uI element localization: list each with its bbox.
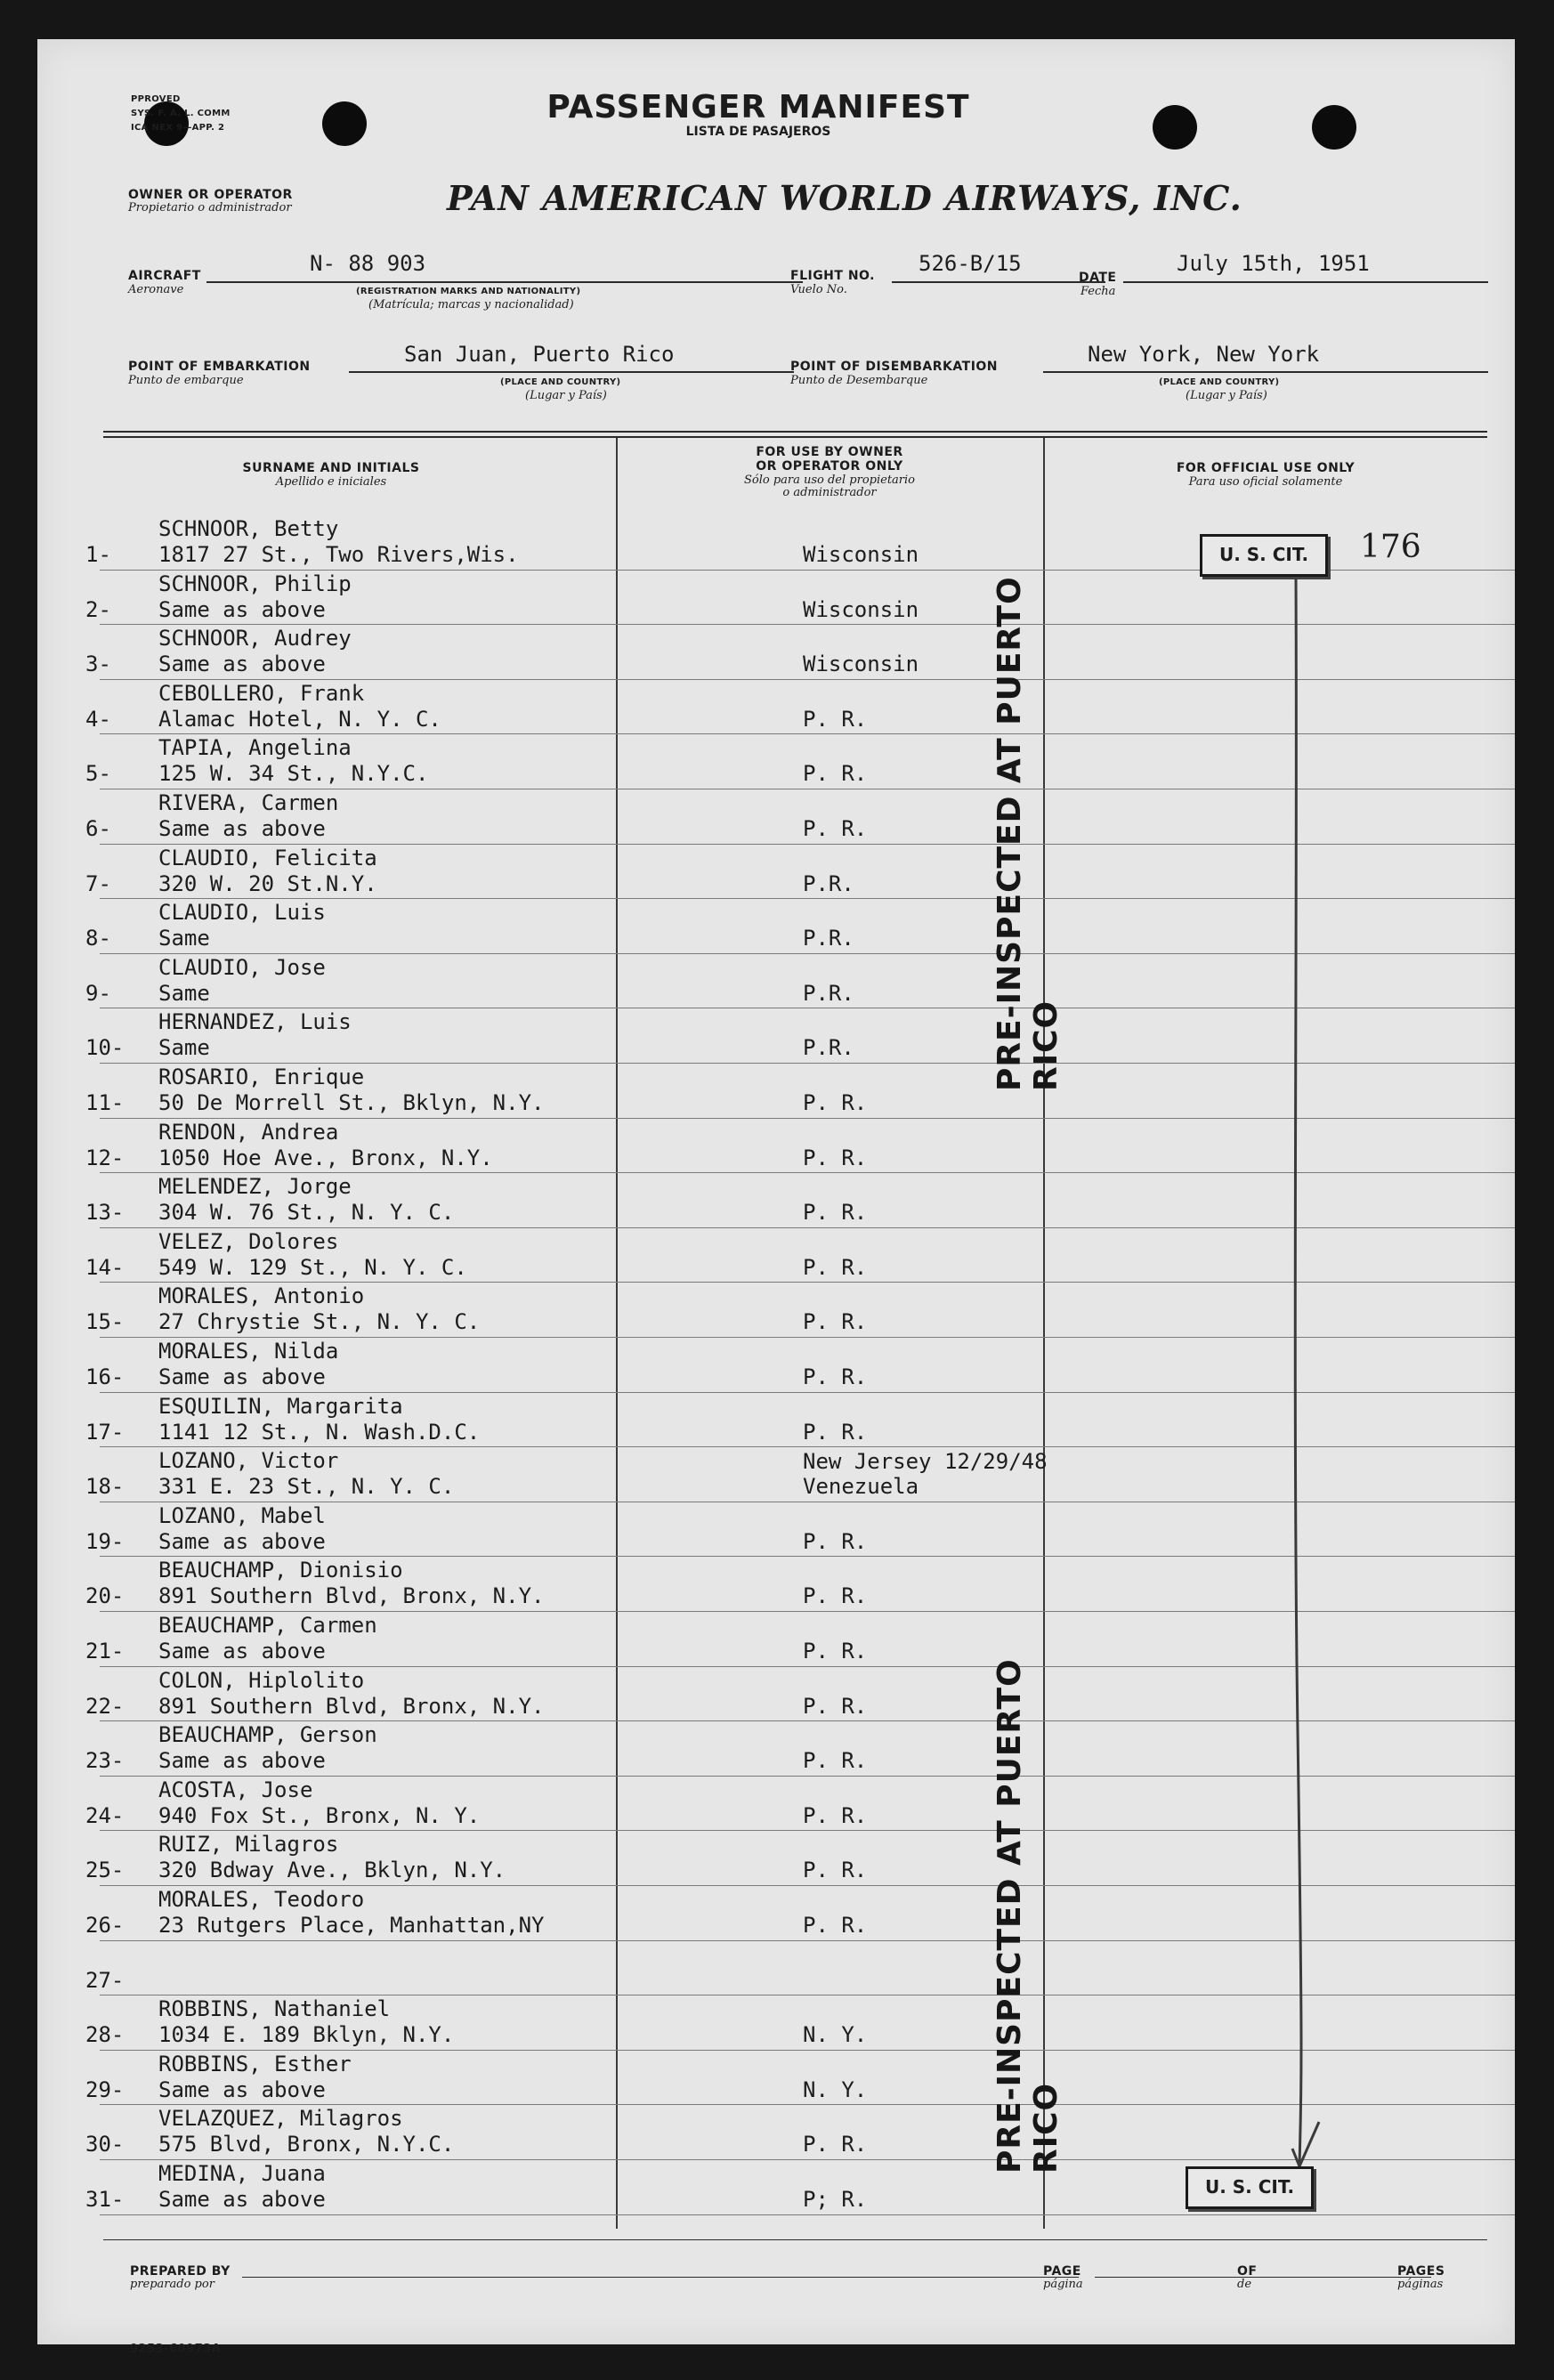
passenger-name: CLAUDIO, Jose	[158, 954, 326, 980]
flight-value: 526-B/15	[919, 251, 1022, 276]
column-header-owner-es-2: o administrador	[782, 486, 877, 499]
passenger-name: TAPIA, Angelina	[158, 735, 352, 761]
column-header-owner-1: FOR USE BY OWNER	[756, 445, 903, 459]
disembark-place-caption-es: (Lugar y País)	[1186, 389, 1267, 402]
row-number: 7-	[85, 870, 111, 896]
pages-label-es: páginas	[1397, 2278, 1444, 2291]
disembark-value: New York, New York	[1088, 342, 1320, 367]
passenger-name: SCHNOOR, Betty	[158, 516, 339, 541]
passenger-name: BEAUCHAMP, Carmen	[158, 1613, 377, 1638]
date-underline	[1123, 281, 1488, 283]
passenger-address: 27 Chrystie St., N. Y. C.	[158, 1309, 481, 1335]
owner-label: OWNER OR OPERATOR	[128, 188, 293, 202]
row-number: 23-	[85, 1748, 125, 1774]
approved-line-2: SYS. F. A. L. COMM	[131, 109, 231, 118]
pre-inspected-stamp-upper: PRE-INSPECTED AT PUERTO RICO	[991, 576, 1064, 1091]
official-count: 176	[1360, 529, 1421, 565]
row-number: 30-	[85, 2132, 125, 2157]
passenger-name: COLON, Hiplolito	[158, 1667, 365, 1693]
punch-hole-right-2	[1312, 105, 1356, 150]
passenger-address: 1817 27 St., Two Rivers,Wis.	[158, 542, 519, 567]
row-number: 20-	[85, 1583, 125, 1609]
disembark-label: POINT OF DISEMBARKATION	[790, 360, 999, 374]
row-number: 4-	[85, 706, 111, 732]
passenger-address: 320 W. 20 St.N.Y.	[158, 870, 377, 896]
disembark-underline	[1043, 371, 1488, 373]
row-number: 29-	[85, 2076, 125, 2102]
passenger-address: Same	[158, 980, 210, 1006]
passenger-origin: P. R.	[803, 1364, 868, 1389]
passenger-name: BEAUCHAMP, Dionisio	[158, 1558, 403, 1583]
passenger-origin: New Jersey 12/29/48	[803, 1449, 1048, 1475]
passenger-origin: N. Y.	[803, 2022, 868, 2048]
passenger-origin: P.R.	[803, 980, 854, 1006]
passenger-origin: P. R.	[803, 1693, 868, 1719]
passenger-address: 891 Southern Blvd, Bronx, N.Y.	[158, 1693, 545, 1719]
passenger-origin-line-2: Venezuela	[803, 1474, 919, 1500]
passenger-origin: P. R.	[803, 1748, 868, 1774]
passenger-name: HERNANDEZ, Luis	[158, 1009, 352, 1035]
row-number: 10-	[85, 1035, 125, 1061]
table-top-rule-2	[103, 436, 1487, 438]
passenger-name: ROBBINS, Nathaniel	[158, 1996, 391, 2022]
row-number: 21-	[85, 1639, 125, 1664]
passenger-address: 320 Bdway Ave., Bklyn, N.Y.	[158, 1858, 506, 1883]
column-divider-1	[616, 438, 618, 2229]
row-number: 13-	[85, 1200, 125, 1226]
passenger-origin: Wisconsin	[803, 652, 919, 677]
passenger-name: ACOSTA, Jose	[158, 1777, 313, 1802]
passenger-origin: P. R.	[803, 1309, 868, 1335]
column-header-official: FOR OFFICIAL USE ONLY	[1176, 461, 1356, 475]
passenger-address: 1141 12 St., N. Wash.D.C.	[158, 1419, 481, 1445]
row-number: 14-	[85, 1254, 125, 1280]
passenger-origin: P. R.	[803, 1583, 868, 1609]
passenger-address: Same as above	[158, 1748, 326, 1774]
aircraft-value: N- 88 903	[310, 251, 426, 276]
passenger-address: Same as above	[158, 1364, 326, 1389]
approved-line-3: ICA NEX 9—APP. 2	[131, 123, 225, 133]
prepared-by-underline	[242, 2277, 1079, 2278]
row-number: 27-	[85, 1967, 125, 1993]
footer-rule	[103, 2239, 1487, 2240]
row-number: 31-	[85, 2187, 125, 2212]
passenger-address: Same as above	[158, 1639, 326, 1664]
table-top-rule-1	[103, 431, 1487, 433]
passenger-name: RUIZ, Milagros	[158, 1832, 339, 1858]
passenger-address: 1034 E. 189 Bklyn, N.Y.	[158, 2022, 455, 2048]
page-title: PASSENGER MANIFEST	[546, 89, 970, 125]
passenger-origin: P.R.	[803, 1035, 854, 1061]
passenger-origin: P. R.	[803, 761, 868, 787]
passenger-origin: P.R.	[803, 926, 854, 951]
page-label: PAGE	[1043, 2264, 1081, 2279]
passenger-address: 304 W. 76 St., N. Y. C.	[158, 1200, 455, 1226]
passenger-origin: Wisconsin	[803, 596, 919, 622]
flight-underline	[892, 281, 1105, 283]
passenger-address: Same as above	[158, 816, 326, 841]
passenger-address: 575 Blvd, Bronx, N.Y.C.	[158, 2132, 455, 2157]
passenger-name: LOZANO, Victor	[158, 1448, 339, 1474]
passenger-origin: P. R.	[803, 1254, 868, 1280]
passenger-address: 125 W. 34 St., N.Y.C.	[158, 761, 429, 787]
passenger-address: 549 W. 129 St., N. Y. C.	[158, 1254, 467, 1280]
passenger-address: Same as above	[158, 2076, 326, 2102]
passenger-origin: P. R.	[803, 1528, 868, 1554]
of-label-es: de	[1237, 2278, 1252, 2291]
row-number: 11-	[85, 1090, 125, 1115]
passenger-origin: P. R.	[803, 1858, 868, 1883]
aircraft-label: AIRCRAFT	[128, 269, 201, 283]
passenger-origin: N. Y.	[803, 2076, 868, 2102]
row-number: 18-	[85, 1474, 125, 1500]
passenger-origin: P. R.	[803, 1200, 868, 1226]
registration-caption: (REGISTRATION MARKS AND NATIONALITY)	[356, 287, 581, 296]
passenger-name: ROSARIO, Enrique	[158, 1065, 365, 1089]
us-citizen-box-top: U. S. CIT.	[1200, 534, 1328, 577]
passenger-name: SCHNOOR, Audrey	[158, 626, 352, 652]
date-label: DATE	[1079, 271, 1117, 285]
passenger-origin: Wisconsin	[803, 542, 919, 567]
date-value: July 15th, 1951	[1177, 251, 1370, 276]
passenger-name: CLAUDIO, Felicita	[158, 845, 377, 870]
punch-hole-right-1	[1153, 105, 1197, 150]
row-number: 1-	[85, 542, 111, 567]
embark-value: San Juan, Puerto Rico	[404, 342, 675, 367]
passenger-address: Alamac Hotel, N. Y. C.	[158, 706, 441, 732]
passenger-name: RIVERA, Carmen	[158, 790, 339, 815]
disembark-label-es: Punto de Desembarque	[790, 374, 928, 387]
passenger-address: Same	[158, 1035, 210, 1061]
us-citizen-box-bottom: U. S. CIT.	[1186, 2166, 1314, 2209]
passenger-name: CEBOLLERO, Frank	[158, 680, 365, 706]
passenger-origin: P. R.	[803, 1802, 868, 1828]
approved-line-1: PPROVED	[131, 94, 181, 104]
page-label-es: página	[1043, 2278, 1083, 2291]
row-number: 19-	[85, 1528, 125, 1554]
form-number: 9253-60973A	[130, 2343, 222, 2356]
official-bracket-line	[1266, 573, 1337, 2202]
prepared-by-label: PREPARED BY	[130, 2264, 231, 2279]
passenger-name: MORALES, Teodoro	[158, 1887, 365, 1912]
row-number: 5-	[85, 761, 111, 787]
registration-caption-es: (Matrícula; marcas y nacionalidad)	[368, 298, 574, 312]
passenger-address: Same as above	[158, 1528, 326, 1554]
flight-label-es: Vuelo No.	[790, 283, 847, 296]
row-number: 26-	[85, 1913, 125, 1938]
flight-label: FLIGHT NO.	[790, 269, 875, 283]
page-title-es: LISTA DE PASAJEROS	[685, 125, 831, 139]
passenger-name: MEDINA, Juana	[158, 2161, 326, 2186]
column-header-owner-es-1: Sólo para uso del propietario	[743, 474, 916, 487]
passenger-origin: P. R.	[803, 2132, 868, 2157]
passenger-name: MELENDEZ, Jorge	[158, 1174, 352, 1200]
passenger-address: 23 Rutgers Place, Manhattan,NY	[158, 1913, 545, 1938]
passenger-name: BEAUCHAMP, Gerson	[158, 1722, 377, 1748]
passenger-origin: P. R.	[803, 816, 868, 841]
embark-underline	[349, 371, 794, 373]
date-label-es: Fecha	[1081, 285, 1116, 298]
owner-label-es: Propietario o administrador	[128, 201, 292, 215]
punch-hole-mid	[322, 101, 367, 146]
row-number: 6-	[85, 816, 111, 841]
column-header-name-es: Apellido e iniciales	[275, 475, 387, 489]
passenger-address: 891 Southern Blvd, Bronx, N.Y.	[158, 1583, 545, 1609]
embark-label-es: Punto de embarque	[128, 374, 244, 387]
passenger-name: ROBBINS, Esther	[158, 2051, 352, 2076]
row-number: 9-	[85, 980, 111, 1006]
disembark-place-caption: (PLACE AND COUNTRY)	[1159, 377, 1280, 387]
passenger-name: ESQUILIN, Margarita	[158, 1393, 403, 1419]
row-rule	[100, 2214, 1515, 2215]
row-number: 17-	[85, 1419, 125, 1445]
passenger-name: MORALES, Nilda	[158, 1339, 339, 1364]
row-number: 16-	[85, 1364, 125, 1389]
pages-label: PAGES	[1397, 2264, 1445, 2279]
prepared-by-label-es: preparado por	[130, 2278, 214, 2291]
passenger-address: Same as above	[158, 652, 326, 677]
column-header-name: SURNAME AND INITIALS	[242, 461, 420, 475]
embark-place-caption: (PLACE AND COUNTRY)	[500, 377, 621, 387]
of-label: OF	[1237, 2264, 1258, 2279]
passenger-origin: P; R.	[803, 2187, 868, 2212]
manifest-sheet	[37, 39, 1515, 2356]
row-number: 2-	[85, 596, 111, 622]
passenger-address: Same as above	[158, 596, 326, 622]
passenger-origin: P. R.	[803, 1090, 868, 1115]
column-header-official-es: Para uso oficial solamente	[1188, 475, 1343, 489]
passenger-address: 1050 Hoe Ave., Bronx, N.Y.	[158, 1145, 493, 1170]
passenger-name: MORALES, Antonio	[158, 1283, 365, 1309]
row-number: 8-	[85, 926, 111, 951]
row-number: 15-	[85, 1309, 125, 1335]
passenger-name: LOZANO, Mabel	[158, 1502, 326, 1528]
column-header-owner-2: OR OPERATOR ONLY	[756, 459, 903, 474]
row-number: 25-	[85, 1858, 125, 1883]
passenger-name: SCHNOOR, Philip	[158, 571, 352, 596]
passenger-origin: P. R.	[803, 1913, 868, 1938]
aircraft-label-es: Aeronave	[128, 283, 184, 296]
passenger-name: RENDON, Andrea	[158, 1119, 339, 1145]
pre-inspected-stamp-lower: PRE-INSPECTED AT PUERTO RICO	[991, 1658, 1064, 2174]
passenger-origin: P. R.	[803, 1145, 868, 1170]
row-number: 28-	[85, 2022, 125, 2048]
passenger-address: Same as above	[158, 2187, 326, 2212]
embark-label: POINT OF EMBARKATION	[128, 360, 311, 374]
row-number: 12-	[85, 1145, 125, 1170]
passenger-name: VELAZQUEZ, Milagros	[158, 2106, 403, 2132]
passenger-origin: P. R.	[803, 1419, 868, 1445]
passenger-name: CLAUDIO, Luis	[158, 900, 326, 926]
passenger-name: VELEZ, Dolores	[158, 1228, 339, 1254]
row-number: 24-	[85, 1802, 125, 1828]
passenger-address: 331 E. 23 St., N. Y. C.	[158, 1474, 455, 1500]
passenger-address: 50 De Morrell St., Bklyn, N.Y.	[158, 1090, 545, 1115]
passenger-origin: P. R.	[803, 1639, 868, 1664]
passenger-origin: P. R.	[803, 706, 868, 732]
aircraft-underline	[206, 281, 803, 283]
passenger-address: 940 Fox St., Bronx, N. Y.	[158, 1802, 481, 1828]
owner-value: PAN AMERICAN WORLD AIRWAYS, INC.	[447, 178, 1242, 218]
passenger-origin: P.R.	[803, 870, 854, 896]
row-number: 22-	[85, 1693, 125, 1719]
row-number: 3-	[85, 652, 111, 677]
passenger-address: Same	[158, 926, 210, 951]
embark-place-caption-es: (Lugar y País)	[525, 389, 607, 402]
